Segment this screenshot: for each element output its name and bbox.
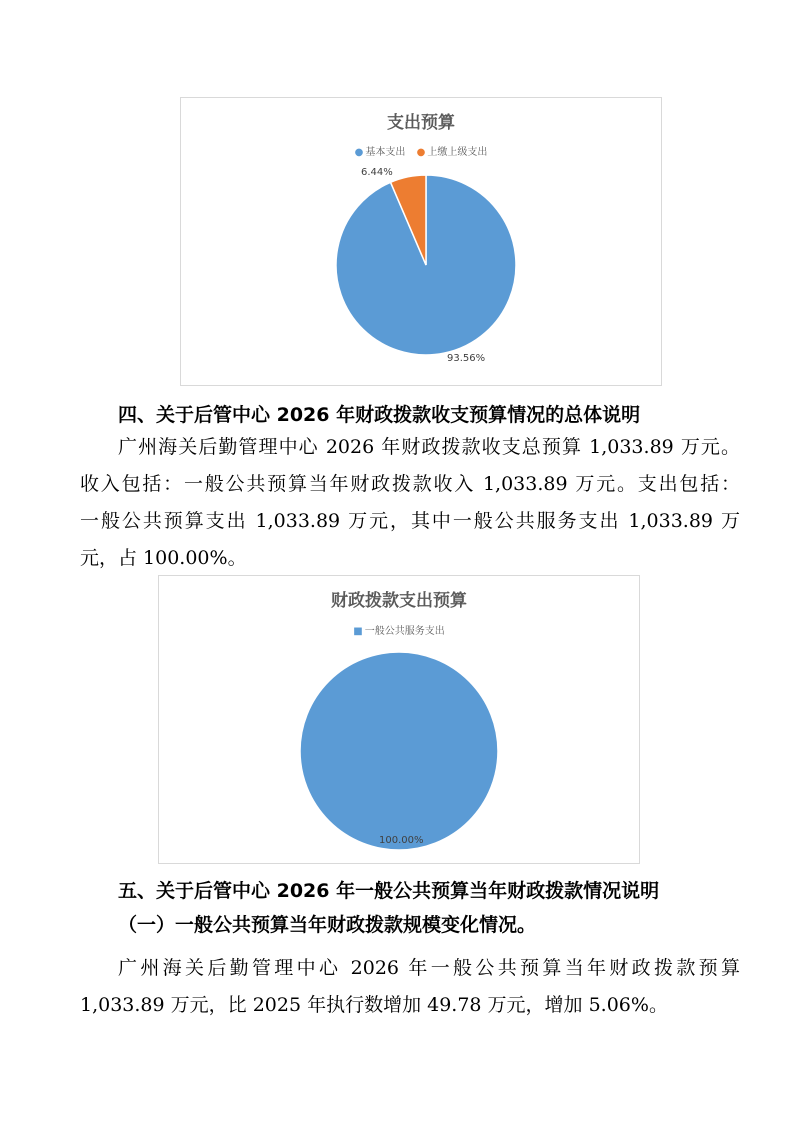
paragraph-line: 收入包括：一般公共预算当年财政拨款收入 1,033.89 万元。支出包括： bbox=[80, 473, 740, 495]
chart-title: 支出预算 bbox=[387, 113, 455, 133]
legend-item-remit: ● 上缴上级支出 bbox=[416, 147, 488, 158]
section-5-subheading: （一）一般公共预算当年财政拨款规模变化情况。 bbox=[118, 914, 537, 936]
fiscal-expenditure-budget-chart bbox=[158, 575, 640, 864]
section-4-heading: 四、关于后管中心 2026 年财政拨款收支预算情况的总体说明 bbox=[118, 404, 641, 426]
paragraph-line: 1,033.89 万元，比 2025 年执行数增加 49.78 万元，增加 5.06%。 bbox=[80, 994, 668, 1016]
legend-item-basic: ● 基本支出 bbox=[354, 147, 406, 158]
pie-chart-2 bbox=[159, 576, 641, 865]
pie-slice-1 bbox=[300, 652, 498, 850]
legend-marker-icon: ● bbox=[354, 147, 364, 158]
data-label-large: 93.56% bbox=[447, 353, 486, 364]
expenditure-budget-chart bbox=[180, 97, 662, 386]
pie-chart-1 bbox=[181, 98, 663, 387]
chart-title: 财政拨款支出预算 bbox=[331, 591, 467, 611]
data-label: 100.00% bbox=[379, 835, 424, 846]
legend-marker-icon: ● bbox=[416, 147, 426, 158]
paragraph-line: 一般公共预算支出 1,033.89 万元，其中一般公共服务支出 1,033.89 万 bbox=[80, 510, 740, 532]
section-5-heading: 五、关于后管中心 2026 年一般公共预算当年财政拨款情况说明 bbox=[118, 880, 660, 902]
paragraph-line: 元，占 100.00%。 bbox=[80, 547, 247, 569]
data-label-small: 6.44% bbox=[361, 167, 393, 178]
paragraph-line: 广州海关后勤管理中心 2026 年财政拨款收支总预算 1,033.89 万元。 bbox=[118, 436, 740, 458]
paragraph-line: 广州海关后勤管理中心 2026 年一般公共预算当年财政拨款预算 bbox=[118, 957, 740, 979]
legend-item-general-public-service: ■ 一般公共服务支出 bbox=[353, 626, 445, 637]
legend-marker-icon: ■ bbox=[353, 626, 363, 637]
